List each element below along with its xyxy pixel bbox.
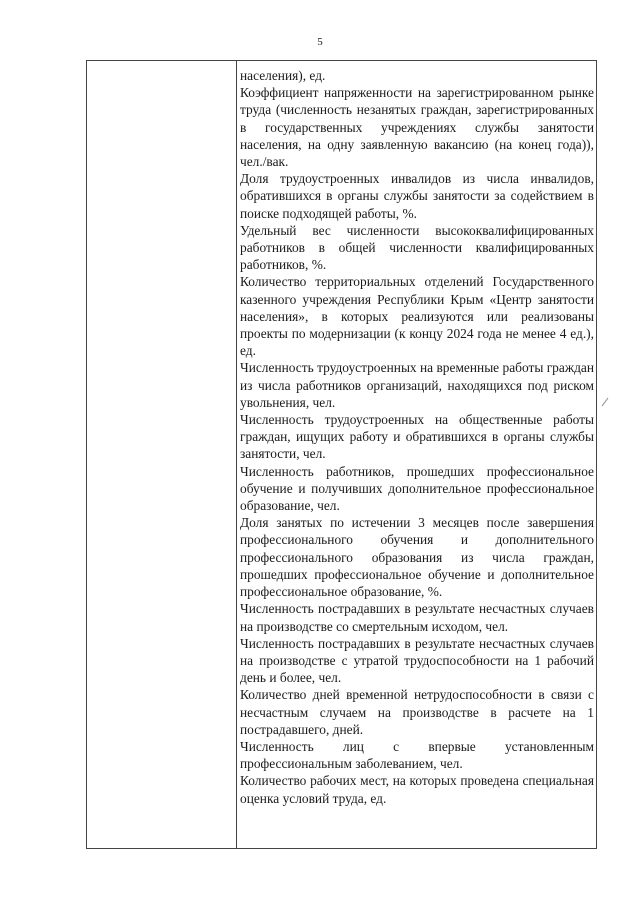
indicator-text: Количество дней временной нетрудоспособности в связи с несчастным случаем на производстве в расчете на 1 пострадавшего, дней. [240, 687, 594, 737]
indicator-list [240, 67, 594, 807]
indicator-text: Количество рабочих мест, на которых проведена специальная оценка условий труда, ед. [240, 773, 594, 806]
column-divider [236, 61, 237, 848]
indicator-text: Удельный вес численности высококвалифицированных работников в общей численности квалифицированных работников, %. [240, 222, 594, 273]
page-number: 5 [317, 36, 323, 48]
indicator-text: Численность пострадавших в результате несчастных случаев на производстве со смертельным исходом, чел. [240, 601, 594, 634]
indicator-text: Количество территориальных отделений Государственного казенного учреждения Республики Крым «Центр занятости населения», в которых реализуются или реализованы проекты по модернизации (к концу 2024 года не менее 4 ед.), ед. [240, 274, 594, 359]
scan-artifact-mark [598, 392, 618, 412]
indicator-table [86, 60, 597, 849]
indicator-text: населения), ед. [240, 68, 326, 83]
indicator-text: Доля занятых по истечении 3 месяцев после завершения профессионального обучения и дополнительного профессионального образования из числа граждан, прошедших профессиональное обучение и дополнительное профессиональное образование, %. [240, 515, 594, 600]
indicator-text: Численность работников, прошедших профессиональное обучение и получивших дополнительное профессиональное образование, чел. [240, 463, 594, 514]
indicator-text: Численность трудоустроенных на общественные работы граждан, ищущих работу и обратившихся в органы службы занятости, чел. [240, 412, 594, 462]
indicator-text: Численность лиц с впервые установленным профессиональным заболеванием, чел. [240, 738, 594, 772]
indicator-text: Численность пострадавших в результате несчастных случаев на производстве с утратой трудоспособности на 1 рабочий день и более, чел. [240, 635, 594, 686]
indicator-text: Доля трудоустроенных инвалидов из числа инвалидов, обратившихся в органы службы занятости за содействием в поиске подходящей работы, %. [240, 171, 594, 221]
indicator-text: Коэффициент напряженности на зарегистрированном рынке труда (численность незанятых граждан, зарегистрированных в государственных учреждениях службы занятости населения, на одну заявленную вакансию (на конец года)), чел./вак. [240, 85, 594, 170]
indicator-text: Численность трудоустроенных на временные работы граждан из числа работников организаций, находящихся под риском увольнения, чел. [240, 360, 594, 410]
